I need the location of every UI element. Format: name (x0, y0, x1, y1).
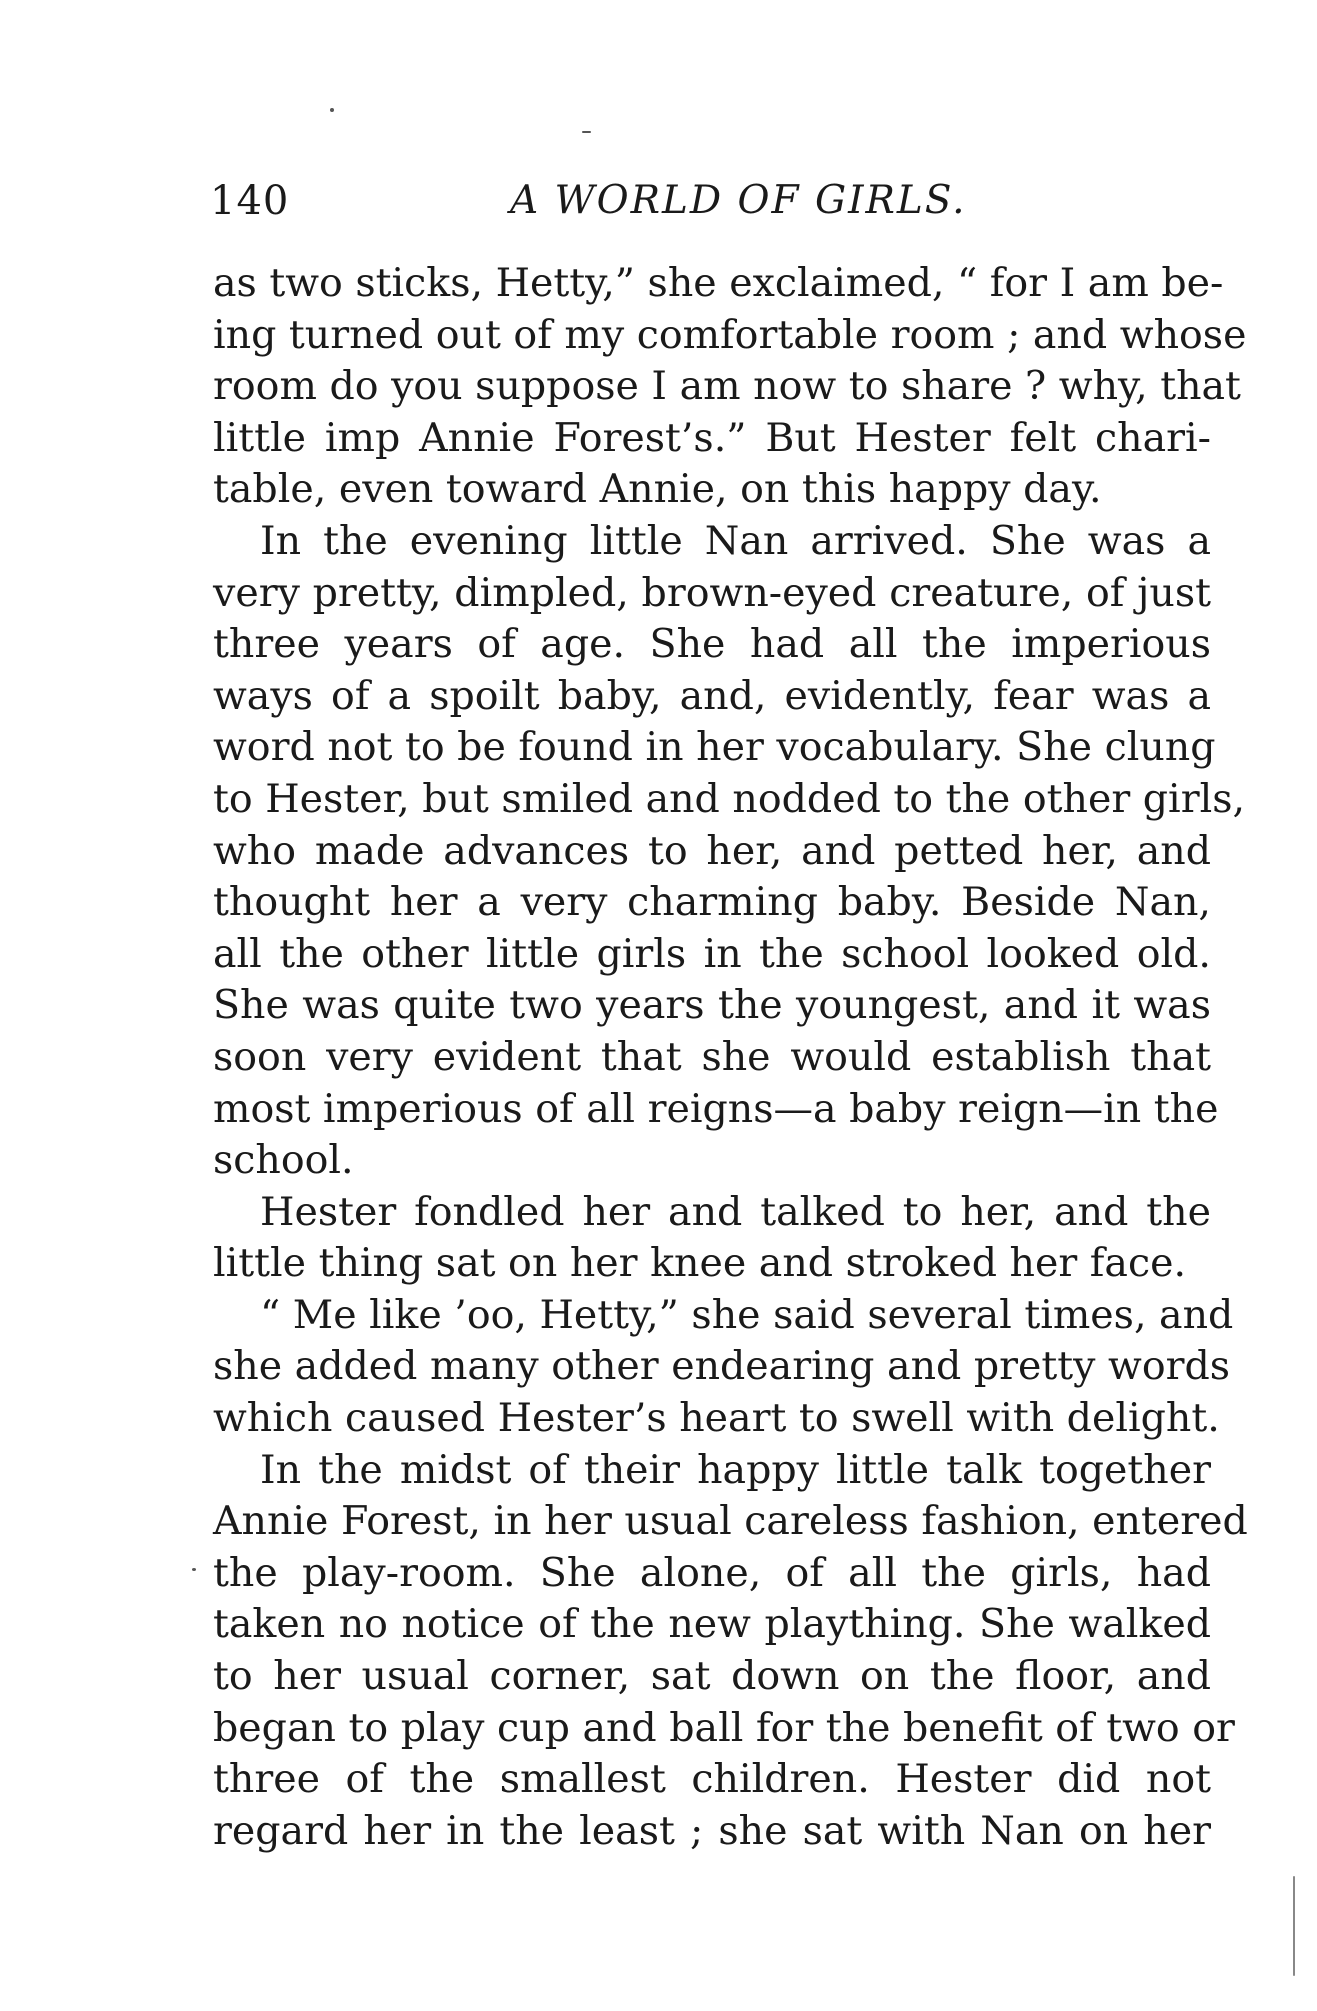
text-line: little imp Annie Forest’s.” But Hester felt chari- (213, 414, 1211, 461)
ink-speck (192, 1568, 196, 1571)
text-line: “ Me like ’oo, Hetty,” she said several times, and (260, 1291, 1234, 1338)
text-line: ing turned out of my comfortable room ; and whose (213, 311, 1247, 358)
text-line: began to play cup and ball for the benefit of two or (213, 1704, 1235, 1751)
text-line: school. (213, 1137, 354, 1184)
text-line: soon very evident that she would establish that (213, 1033, 1211, 1080)
text-line: three years of age. She had all the imperious (213, 621, 1211, 668)
text-line: three of the smallest children. Hester did not (213, 1756, 1211, 1803)
text-line: most imperious of all reigns—a baby reign—in the (213, 1085, 1219, 1132)
text-line: In the midst of their happy little talk together (260, 1446, 1211, 1493)
body-text (213, 258, 1248, 1857)
text-line: regard her in the least ; she sat with Nan on her (213, 1807, 1211, 1854)
text-line: little thing sat on her knee and stroked her face. (213, 1240, 1187, 1287)
text-line: she added many other endearing and pretty words (213, 1343, 1231, 1390)
text-line: which caused Hester’s heart to swell with delight. (213, 1395, 1220, 1442)
ink-speck (330, 108, 334, 112)
text-line: room do you suppose I am now to share ? why, that (213, 363, 1241, 410)
text-line: table, even toward Annie, on this happy day. (213, 466, 1102, 513)
text-line: In the evening little Nan arrived. She was a (260, 517, 1211, 564)
page-edge-mark (1293, 1876, 1295, 1976)
text-line: Annie Forest, in her usual careless fashion, entered (213, 1498, 1248, 1545)
text-line: very pretty, dimpled, brown-eyed creature, of just (213, 569, 1211, 616)
text-line: word not to be found in her vocabulary. She clung (213, 724, 1216, 771)
text-line: as two sticks, Hetty,” she exclaimed, “ for I am be- (213, 260, 1224, 306)
text-line: taken no notice of the new plaything. She walked (213, 1601, 1211, 1648)
text-line: to Hester, but smiled and nodded to the other girls, (213, 775, 1246, 822)
page-number: 140 (210, 178, 290, 224)
running-head (210, 178, 1210, 238)
text-line: thought her a very charming baby. Beside Nan, (213, 879, 1211, 926)
text-line: to her usual corner, sat down on the floor, and (213, 1653, 1211, 1700)
text-line: who made advances to her, and petted her, and (213, 827, 1211, 874)
text-line: ways of a spoilt baby, and, evidently, fear was a (213, 672, 1211, 719)
ink-speck (582, 131, 591, 133)
text-line: Hester fondled her and talked to her, and the (260, 1188, 1211, 1235)
text-line: She was quite two years the youngest, and it was (213, 982, 1211, 1029)
text-line: the play-room. She alone, of all the girls, had (213, 1549, 1211, 1596)
text-line: all the other little girls in the school looked old. (213, 930, 1211, 977)
running-title: A WORLD OF GIRLS. (510, 178, 967, 223)
